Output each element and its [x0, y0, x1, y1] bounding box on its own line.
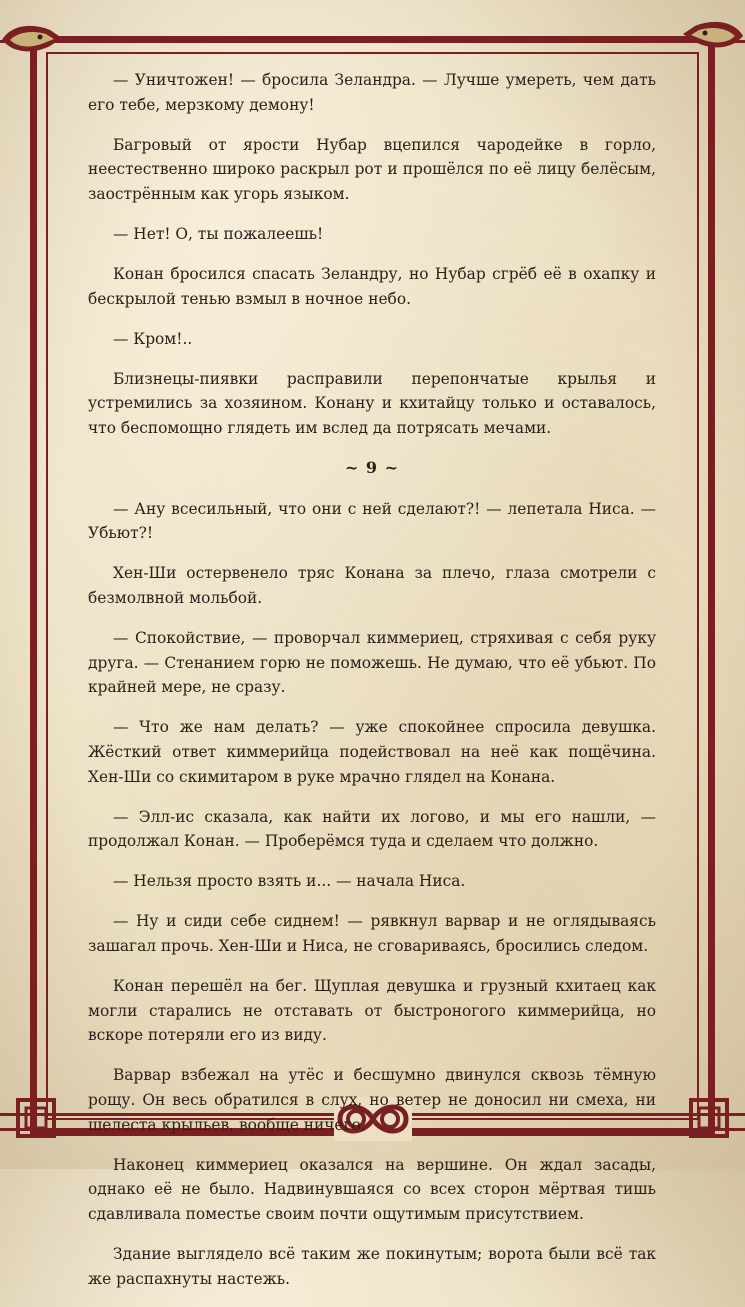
paragraph: — Кром!..: [113, 329, 193, 348]
paragraph: — Элл-ис сказала, как найти их логово, и мы его нашли, — продолжал Конан. — Проберёмся туда и сделаем что должно.: [88, 807, 656, 851]
paragraph: Здание выглядело всё таким же покинутым; ворота были всё так же распахнуты настежь.: [88, 1244, 656, 1288]
corner-ornament-icon: [687, 1096, 731, 1140]
paragraph: Конан перешёл на бег. Щуплая девушка и грузный кхитаец как могли старались не отставать от быстроногого киммерийца, но вскоре потеряли его из виду.: [88, 977, 656, 1045]
paragraph: — Уничтожен! — бросила Зеландра. — Лучше умереть, чем дать его тебе, мерзкому демону!: [88, 71, 656, 114]
dragon-head-ornament-icon: [681, 16, 745, 56]
dragon-head-ornament-icon: [0, 20, 64, 60]
paragraph: Близнецы-пиявки расправили перепончатые крылья и устремились за хозяином. Конану и кхитайцу только и оставалось, что беспомощно глядеть им вслед да потрясать мечами.: [88, 369, 656, 438]
paragraph: — Ану всесильный, что они с ней сделают?! — лепетала Ниса. — Убьют?!: [88, 499, 656, 543]
paragraph: — Спокойствие, — проворчал киммериец, стряхивая с себя руку друга. — Стенанием горю не поможешь. Не думаю, что её убьют. По крайней мере, не сразу.: [88, 629, 656, 697]
paragraph: — Нет! О, ты пожалеешь!: [113, 224, 324, 243]
paragraph: Багровый от ярости Нубар вцепился чародейке в горло, неестественно широко раскрыл рот и прошёлся по её лицу белёсым, заострённым как угорь языком.: [88, 135, 656, 203]
paragraph: — Нельзя просто взять и... — начала Ниса.: [113, 872, 466, 891]
paragraph: Наконец киммериец оказался на вершине. Он ждал засады, однако её не было. Надвинувшаяся со всех сторон мёртвая тишь сдавливала поместье своим почти ощутимым присутствием.: [88, 1155, 656, 1223]
paragraph: — Что же нам делать? — уже спокойнее спросила девушка. Жёсткий ответ киммерийца подействовал на неё как пощёчина. Хен-Ши со скимитаром в руке мрачно глядел на Конана.: [88, 718, 656, 786]
chapter-marker: ~ 9 ~: [344, 458, 400, 478]
paragraph: — Ну и сиди себе сиднем! — рявкнул варвар и не оглядываясь зашагал прочь. Хен-Ши и Ниса, не сговариваясь, бросились следом.: [88, 912, 656, 956]
paragraph: Варвар взбежал на утёс и бесшумно двинулся сквозь тёмную рощу. Он весь обратился в слух, но ветер не доносил ни смеха, ни шелеста крыльев, вообще ничего.: [88, 1066, 656, 1134]
paragraph: Хен-Ши остервенело тряс Конана за плечо, глаза смотрели с безмолвной мольбой.: [88, 564, 656, 607]
paragraph: Конан бросился спасать Зеландру, но Нубар сгрёб её в охапку и бескрылой тенью взмыл в ночное небо.: [88, 265, 656, 308]
story-text-body: [88, 68, 656, 1307]
corner-ornament-icon: [14, 1096, 58, 1140]
